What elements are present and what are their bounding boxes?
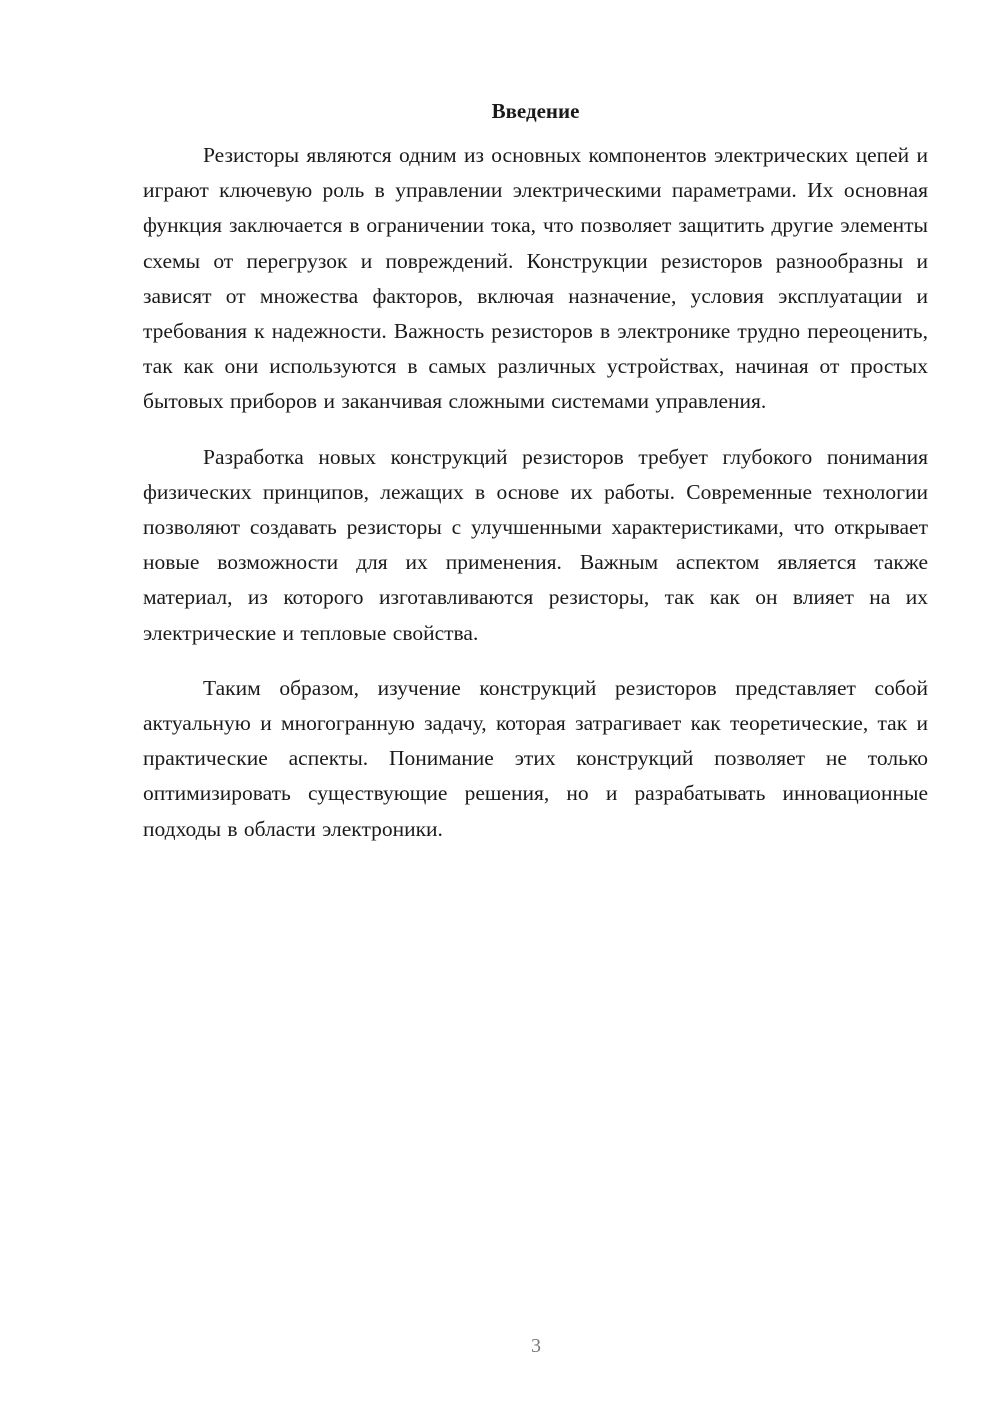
paragraph-1: Резисторы являются одним из основных компонентов электрических цепей и играют ключевую роль в управлении электрическими параметрами. Их основная функция заключается в ограничении тока, что позволяет защитить другие элементы схемы от перегрузок и повреждений. Конструкции резисторов разнообразны и зависят от множества факторов, включая назначение, условия эксплуатации и требования к надежности. Важность резисторов в электронике трудно переоценить, так как они используются в самых различных устройствах, начиная от простых бытовых приборов и заканчивая сложными системами управления. — [143, 143, 928, 414]
paragraph-2: Разработка новых конструкций резисторов требует глубокого понимания физических принципов, лежащих в основе их работы. Современные технологии позволяют создавать резисторы с улучшенными характеристиками, что открывает новые возможности для их применения. Важным аспектом является также материал, из которого изготавливаются резисторы, так как он влияет на их электрические и тепловые свойства. — [143, 444, 928, 645]
page-content — [143, 96, 928, 867]
section-title: Введение — [491, 99, 580, 123]
paragraph-3: Таким образом, изучение конструкций резисторов представляет собой актуальную и многогранную задачу, которая затрагивает как теоретические, так и практические аспекты. Понимание этих конструкций позволяет не только оптимизировать существующие решения, но и разрабатывать инновационные подходы в области электроники. — [143, 675, 928, 841]
page-number: 3 — [531, 1335, 541, 1357]
